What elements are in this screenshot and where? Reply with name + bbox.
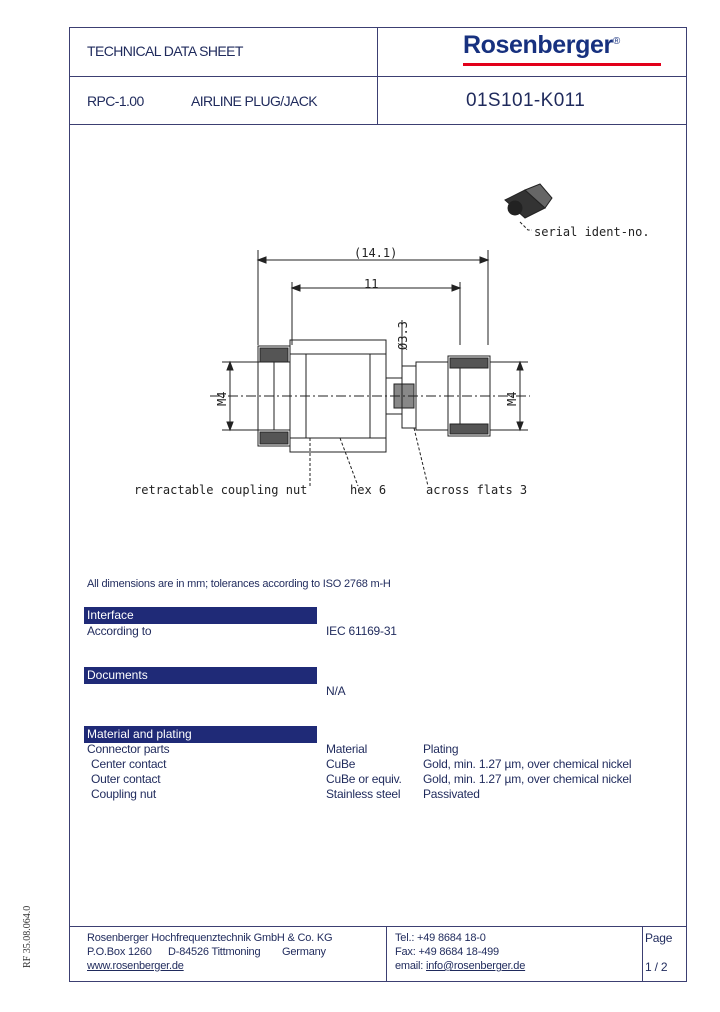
footer-tel: Tel.: +49 8684 18-0 — [395, 932, 486, 944]
brand-underline — [463, 63, 661, 66]
dim-thread-left: M4 — [215, 391, 229, 406]
header-divider — [69, 76, 687, 77]
material-row-part: Coupling nut — [91, 787, 156, 801]
footer-divider-2 — [642, 926, 643, 982]
page-number: 1 / 2 — [645, 960, 668, 974]
part-number: 01S101-K011 — [466, 90, 586, 111]
material-col-part: Connector parts — [87, 742, 170, 756]
footer-country: Germany — [282, 946, 326, 958]
page-label: Page — [645, 931, 673, 945]
footer-email-row — [395, 960, 525, 972]
label-serial: serial ident-no. — [534, 225, 650, 239]
footer-company: Rosenberger Hochfrequenztechnik GmbH & Co. KG — [87, 932, 333, 944]
header-bottom-line — [69, 124, 687, 125]
interface-value: IEC 61169-31 — [326, 624, 397, 638]
dimension-note: All dimensions are in mm; tolerances according to ISO 2768 m-H — [87, 578, 391, 590]
label-coupling-nut: retractable coupling nut — [134, 483, 308, 497]
footer-email-link[interactable]: info@rosenberger.de — [426, 960, 526, 972]
footer-top-line — [69, 926, 687, 927]
interface-label: According to — [87, 624, 152, 638]
footer-email-label: email: — [395, 960, 424, 972]
footer-pobox: P.O.Box 1260 — [87, 946, 152, 958]
footer-city: D-84526 Tittmoning — [168, 946, 261, 958]
form-code: RF 35.08.064.0 — [22, 905, 33, 968]
dim-diameter: Ø3.3 — [396, 321, 410, 350]
label-across-flats: across flats 3 — [426, 483, 528, 497]
product-description: AIRLINE PLUG/JACK — [191, 93, 317, 109]
brand-mark: ® — [612, 36, 621, 47]
material-row-plating: Gold, min. 1.27 µm, over chemical nickel — [423, 757, 632, 771]
connector-thumbnail — [505, 184, 552, 218]
footer-divider-1 — [386, 926, 387, 982]
label-hex: hex 6 — [350, 483, 387, 497]
material-col-material: Material — [326, 742, 368, 756]
material-row-plating: Passivated — [423, 787, 480, 801]
material-row-material: CuBe — [326, 757, 356, 771]
interface-heading: Interface — [84, 607, 317, 624]
material-row-plating: Gold, min. 1.27 µm, over chemical nickel — [423, 772, 632, 786]
material-row-part: Center contact — [91, 757, 167, 771]
footer-fax: Fax: +49 8684 18-499 — [395, 946, 499, 958]
technical-drawing — [100, 170, 660, 510]
doc-type: TECHNICAL DATA SHEET — [87, 43, 243, 59]
dim-length: 11 — [364, 277, 379, 291]
material-row-part: Outer contact — [91, 772, 161, 786]
documents-heading: Documents — [84, 667, 317, 684]
brand-logo — [463, 31, 620, 60]
series: RPC-1.00 — [87, 93, 144, 109]
brand-name: Rosenberger — [463, 31, 613, 59]
material-heading: Material and plating — [84, 726, 317, 743]
material-row-material: CuBe or equiv. — [326, 772, 402, 786]
material-col-plating: Plating — [423, 742, 459, 756]
header-column-divider — [377, 27, 378, 124]
footer-website-link[interactable]: www.rosenberger.de — [87, 960, 184, 972]
material-row-material: Stainless steel — [326, 787, 401, 801]
dim-overall-length: (14.1) — [354, 246, 398, 260]
documents-value: N/A — [326, 684, 346, 698]
dim-thread-right: M4 — [505, 391, 519, 406]
